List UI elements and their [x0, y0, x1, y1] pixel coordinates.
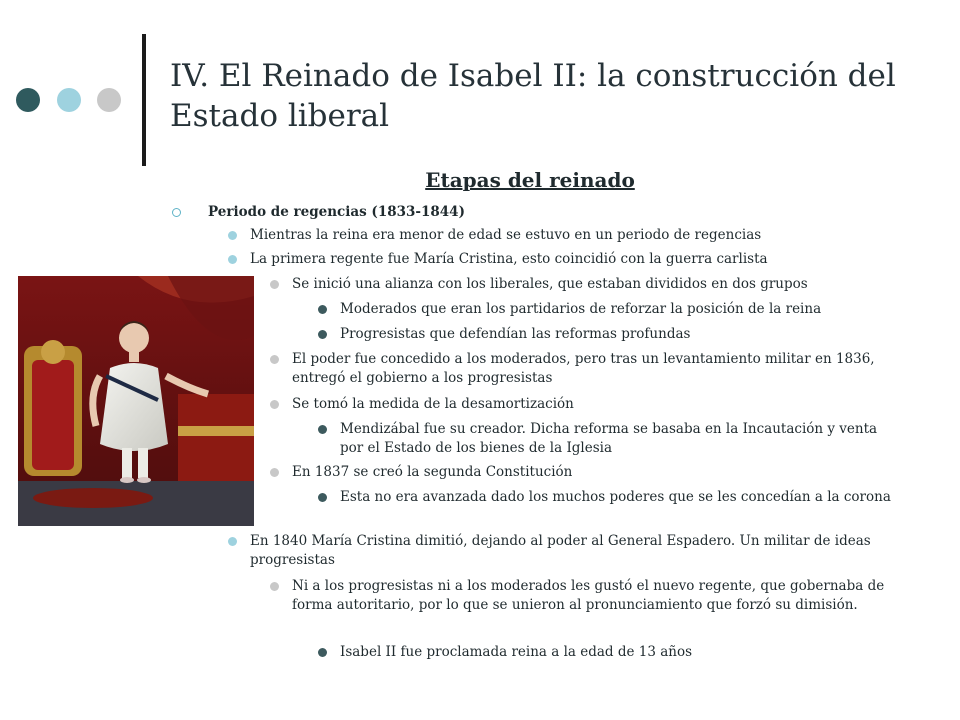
slide-subtitle: Etapas del reinado	[425, 168, 635, 192]
bullet-marker	[318, 425, 327, 434]
bullet-marker	[318, 305, 327, 314]
bullet-level3-poder-concedido: El poder fue concedido a los moderados, pero tras un levantamiento militar en 1836, entregó el gobierno a los progresistas	[292, 350, 892, 388]
bullet-level2-primera-regente: La primera regente fue María Cristina, esto coincidió con la guerra carlista	[250, 250, 900, 269]
bullet-marker	[270, 582, 279, 591]
bullet-marker	[270, 468, 279, 477]
bullet-marker	[228, 537, 237, 546]
bullet-level2-dimision-maria-cristina: En 1840 María Cristina dimitió, dejando al poder al General Espadero. Un militar de ideas progresistas	[250, 532, 900, 570]
bullet-marker	[318, 493, 327, 502]
bullet-level4-isabel-proclamada: Isabel II fue proclamada reina a la edad de 13 años	[340, 643, 895, 662]
bullet-marker	[270, 400, 279, 409]
bullet-level4-progresistas: Progresistas que defendían las reformas profundas	[340, 325, 900, 344]
bullet-marker	[270, 280, 279, 289]
slide-title: IV. El Reinado de Isabel II: la construcción del Estado liberal	[170, 58, 896, 134]
bullet-level3-constitucion: En 1837 se creó la segunda Constitución	[292, 463, 902, 482]
bullet-level3-nuevo-regente: Ni a los progresistas ni a los moderados les gustó el nuevo regente, que gobernaba de forma autoritario, por lo que se unieron al pronunciamiento que forzó su dimisión.	[292, 577, 900, 615]
title-divider	[142, 34, 146, 166]
dot-teal	[57, 88, 81, 112]
bullet-marker	[318, 648, 327, 657]
bullet-marker	[318, 330, 327, 339]
bullet-marker	[172, 208, 181, 217]
bullet-marker	[228, 255, 237, 264]
bullet-level3-alianza: Se inició una alianza con los liberales, que estaban divididos en dos grupos	[292, 275, 902, 294]
dot-dark	[16, 88, 40, 112]
bullet-level3-desamortizacion: Se tomó la medida de la desamortización	[292, 395, 902, 414]
bullet-level1-regencias: Periodo de regencias (1833-1844)	[208, 203, 898, 222]
bullet-marker	[270, 355, 279, 364]
bullet-level4-no-avanzada: Esta no era avanzada dado los muchos poderes que se les concedían a la corona	[340, 488, 895, 507]
dot-grey	[97, 88, 121, 112]
bullet-level4-moderados: Moderados que eran los partidarios de reforzar la posición de la reina	[340, 300, 900, 319]
portrait-painting	[18, 276, 254, 526]
bullet-level2-menor-edad: Mientras la reina era menor de edad se estuvo en un periodo de regencias	[250, 226, 900, 245]
bullet-level4-mendizabal: Mendizábal fue su creador. Dicha reforma se basaba en la Incautación y venta por el Estado de los bienes de la Iglesia	[340, 420, 895, 458]
bullet-marker	[228, 231, 237, 240]
